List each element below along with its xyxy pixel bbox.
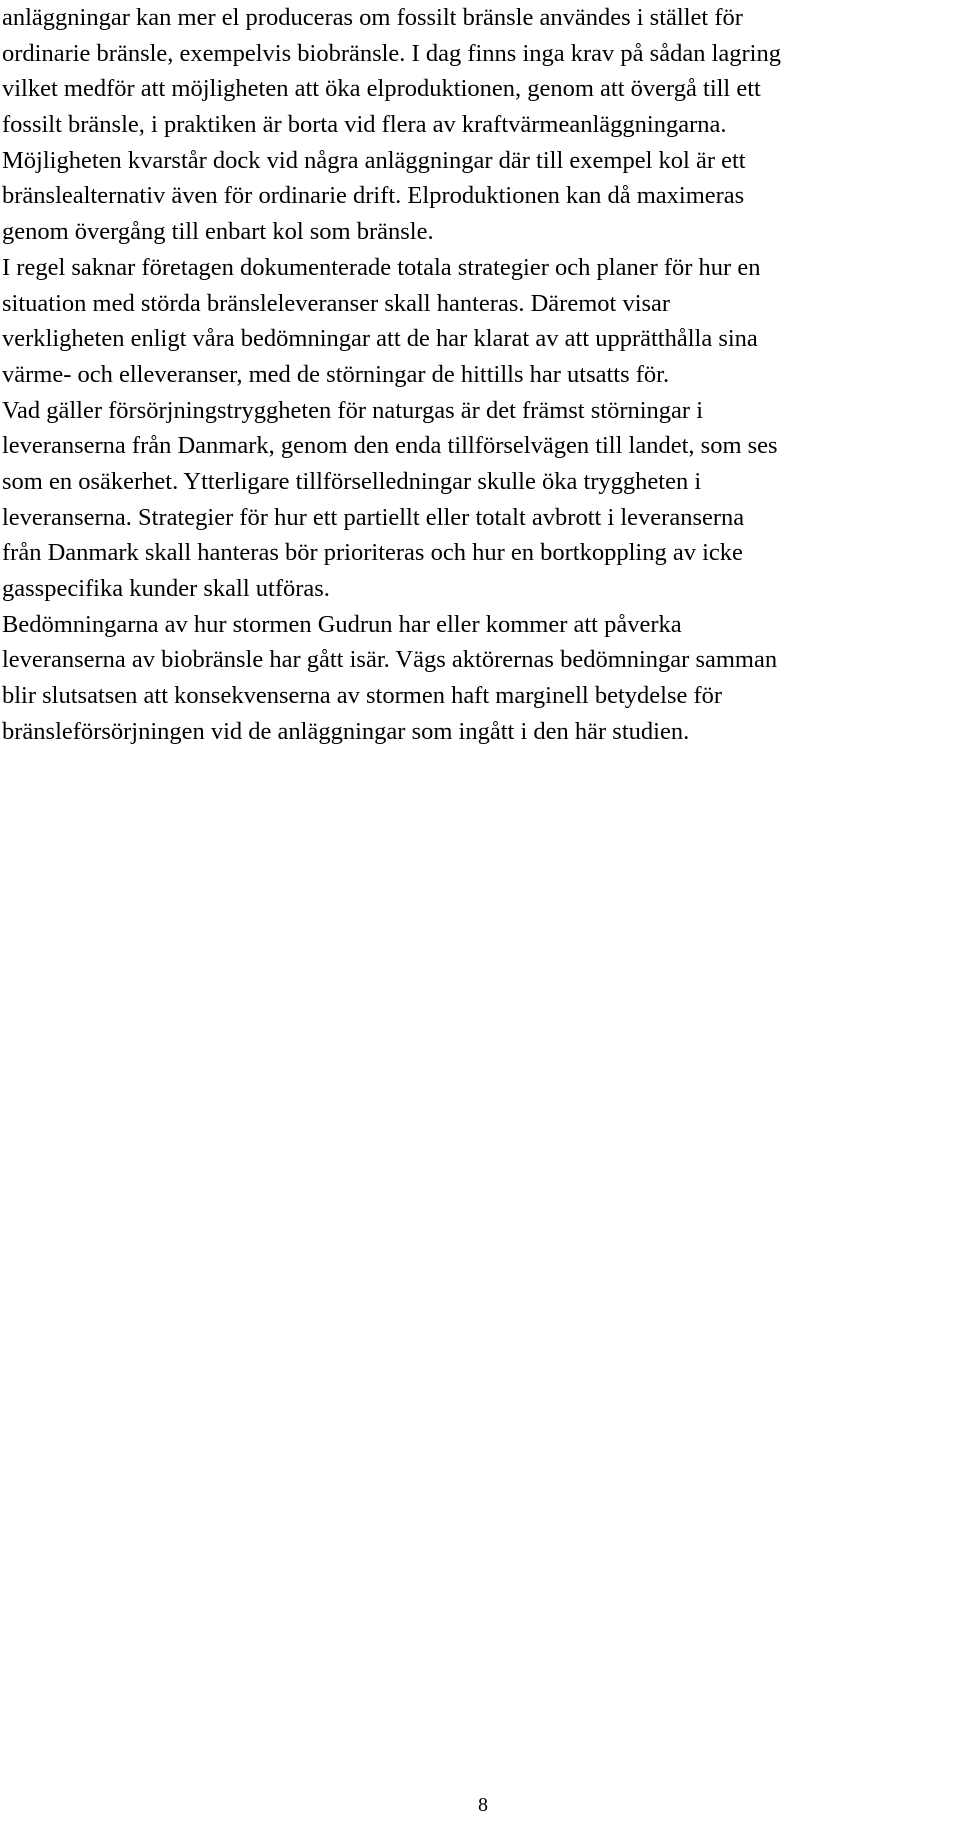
text-line: ordinarie bränsle, exempelvis biobränsle. I dag finns inga krav på sådan lagring (2, 39, 781, 67)
text-line: I regel saknar företagen dokumenterade totala strategier och planer för hur en (2, 253, 761, 281)
text-line: situation med störda bränsleleveranser skall hanteras. Däremot visar (2, 289, 671, 317)
text-line: Bedömningarna av hur stormen Gudrun har eller kommer att påverka (2, 610, 682, 638)
text-line: från Danmark skall hanteras bör prioriteras och hur en bortkoppling av icke (2, 539, 743, 567)
text-line: genom övergång till enbart kol som bränsle. (2, 218, 434, 246)
text-line: blir slutsatsen att konsekvenserna av stormen haft marginell betydelse för (2, 682, 723, 710)
text-line: verkligheten enligt våra bedömningar att de har klarat av att upprätthålla sina (2, 325, 758, 353)
text-line: leveranserna. Strategier för hur ett partiellt eller totalt avbrott i leveranserna (2, 503, 745, 531)
text-line: fossilt bränsle, i praktiken är borta vid flera av kraftvärmeanläggningarna. (2, 111, 727, 139)
text-line: leveranserna från Danmark, genom den enda tillförselvägen till landet, som ses (2, 432, 778, 460)
body-text (2, 0, 957, 749)
text-line: som en osäkerhet. Ytterligare tillförselledningar skulle öka tryggheten i (2, 467, 702, 495)
text-line: bränslealternativ även för ordinarie drift. Elproduktionen kan då maximeras (2, 182, 745, 210)
text-line: gasspecifika kunder skall utföras. (2, 575, 330, 602)
page-number: 8 (478, 1794, 488, 1816)
text-line: värme- och elleveranser, med de störningar de hittills har utsatts för. (2, 360, 670, 388)
text-line: bränsleförsörjningen vid de anläggningar som ingått i den här studien. (2, 717, 690, 745)
text-line: Möjligheten kvarstår dock vid några anläggningar där till exempel kol är ett (2, 146, 746, 174)
text-line: leveranserna av biobränsle har gått isär. Vägs aktörernas bedömningar samman (2, 646, 778, 674)
text-line: vilket medför att möjligheten att öka elproduktionen, genom att övergå till ett (2, 75, 761, 103)
text-line: Vad gäller försörjningstryggheten för naturgas är det främst störningar i (2, 396, 704, 424)
text-line: anläggningar kan mer el produceras om fossilt bränsle användes i stället för (2, 4, 743, 31)
